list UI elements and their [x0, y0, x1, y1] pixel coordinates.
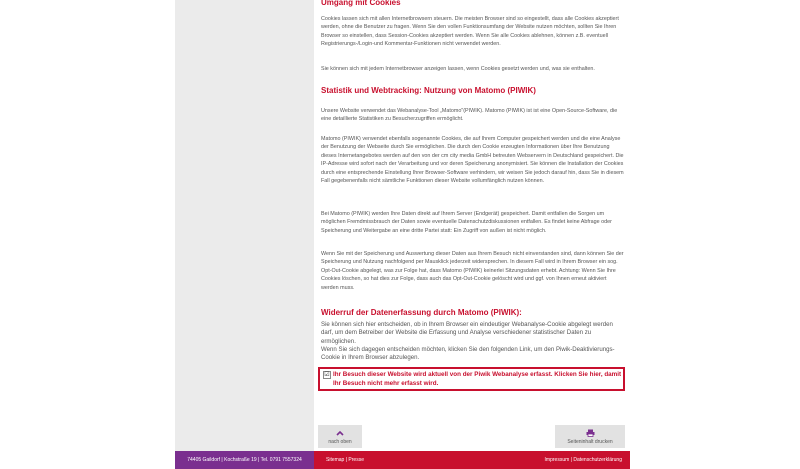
optout-link[interactable]: Ihr Besuch dieser Website wird aktuell von der Piwik Webanalyse erfasst. Klicken Sie hier, damit Ihr Besuch nicht mehr erfasst wird.	[333, 371, 622, 387]
piwik-optout-box[interactable]	[318, 367, 625, 391]
paragraph: Matomo (PIWIK) verwendet ebenfalls sogenannte Cookies, die auf Ihrem Computer gespeichert werden und die eine Analyse der Benutzung der Webseite durch Sie ermöglichen. Die durch den Cookie erzeugten Informationen über Ihre Benutzung dieses Internetangebotes werden auf den von der cm city media GmbH betreuten Webservern in Deutschland gespeichert. Die IP-Adresse wird sofort nach der Verarbeitung und vor deren Speicherung anonymisiert. Sie können die Installation der Cookies durch eine entsprechende Einstellung Ihrer Browser-Software verhindern, wir weisen Sie jedoch darauf hin, dass Sie in diesem Fall gegebenenfalls nicht sämtliche Funktionen dieser Website vollumfänglich nutzen können.	[321, 136, 624, 185]
section-heading-objection: Widerruf der Datenerfassung durch Matomo (PIWIK):	[321, 308, 522, 317]
paragraph: Bei Matomo (PIWIK) werden Ihre Daten direkt auf Ihrem Server (Endgerät) gespeichert. Damit entfallen die Sorgen um möglichen Fremdmissbrauch der Daten sowie eventuelle Datenschutzdiskussionen entfallen. Es findet keine Abfrage oder Speicherung und Weitergabe an eine dritte Partei statt: Ein Zugriff von außen ist nicht möglich.	[321, 211, 612, 234]
paragraph: Unsere Website verwendet das Webanalyse-Tool „Matomo"(PIWIK). Matomo (PIWIK) ist ist eine Open-Source-Software, die eine detaillierte Statistiken zu Besucherzugriffen ermöglicht.	[321, 108, 618, 123]
paragraph: Cookies lassen sich mit allen Internetbrowsern steuern. Die meisten Browser sind so eingestellt, dass alle Cookies akzeptiert werden, ohne die Benutzer zu fragen. Wenn Sie den vollen Funktionsumfang der Website nutzen möchten, sollten Sie Ihren Browser so einstellen, dass Session-Cookies akzeptiert werden. Wenn Sie alle Cookies ablehnen, können z.B. eventuell Registrierungs-/Login-und Kommentar-Funktionen nicht verwendet werden.	[321, 16, 619, 48]
section-heading-cookies: Umgang mit Cookies	[321, 0, 401, 7]
footer-links-right[interactable]: Impressum | Datenschutzerklärung	[544, 457, 622, 463]
left-sidebar	[175, 0, 314, 451]
back-to-top-label: nach oben	[328, 439, 352, 445]
section-heading-statistics: Statistik und Webtracking: Nutzung von Matomo (PIWIK)	[321, 86, 536, 95]
printer-icon	[555, 425, 625, 438]
footer-address: 74405 Gaildorf | Kochstraße 19 | Tel. 0791 7557324	[175, 451, 314, 469]
print-page-button[interactable]	[555, 425, 625, 448]
footer-bar	[314, 451, 630, 469]
paragraph: Wenn Sie mit der Speicherung und Auswertung dieser Daten aus Ihrem Besuch nicht einverstanden sind, dann können Sie der Speicherung und Nutzung nachfolgend per Mausklick jederzeit widersprechen. In diesem Fall wird in Ihrem Browser ein sog. Opt-Out-Cookie abgelegt, was zur Folge hat, dass Matomo (PIWIK) keinerlei Sitzungsdaten erhebt. Achtung: Wenn Sie Ihre Cookies löschen, so hat dies zur Folge, dass auch das Opt-Out-Cookie gelöscht wird und ggf. von Ihnen erneut aktiviert werden muss.	[321, 251, 624, 291]
paragraph: Wenn Sie sich dagegen entscheiden möchten, klicken Sie den folgenden Link, um den Piwik-Deaktivierungs-Cookie in Ihrem Browser abzulegen.	[321, 346, 615, 362]
paragraph: Sie können sich hier entscheiden, ob in Ihrem Browser ein eindeutiger Webanalyse-Cookie abgelegt werden darf, um dem Betreiber der Website die Erfassung und Analyse verschiedener statistischer Daten zu ermöglichen.	[321, 321, 613, 345]
optout-checkbox[interactable]: ☑	[324, 372, 330, 378]
back-to-top-button[interactable]	[318, 425, 362, 448]
paragraph: Sie können sich mit jedem Internetbrowser anzeigen lassen, wenn Cookies gesetzt werden und, was sie enthalten.	[321, 66, 595, 72]
print-page-label: Seiteninhalt drucken	[567, 439, 613, 445]
footer-links-left[interactable]: Sitemap | Presse	[326, 457, 364, 463]
chevron-up-icon	[318, 425, 362, 438]
